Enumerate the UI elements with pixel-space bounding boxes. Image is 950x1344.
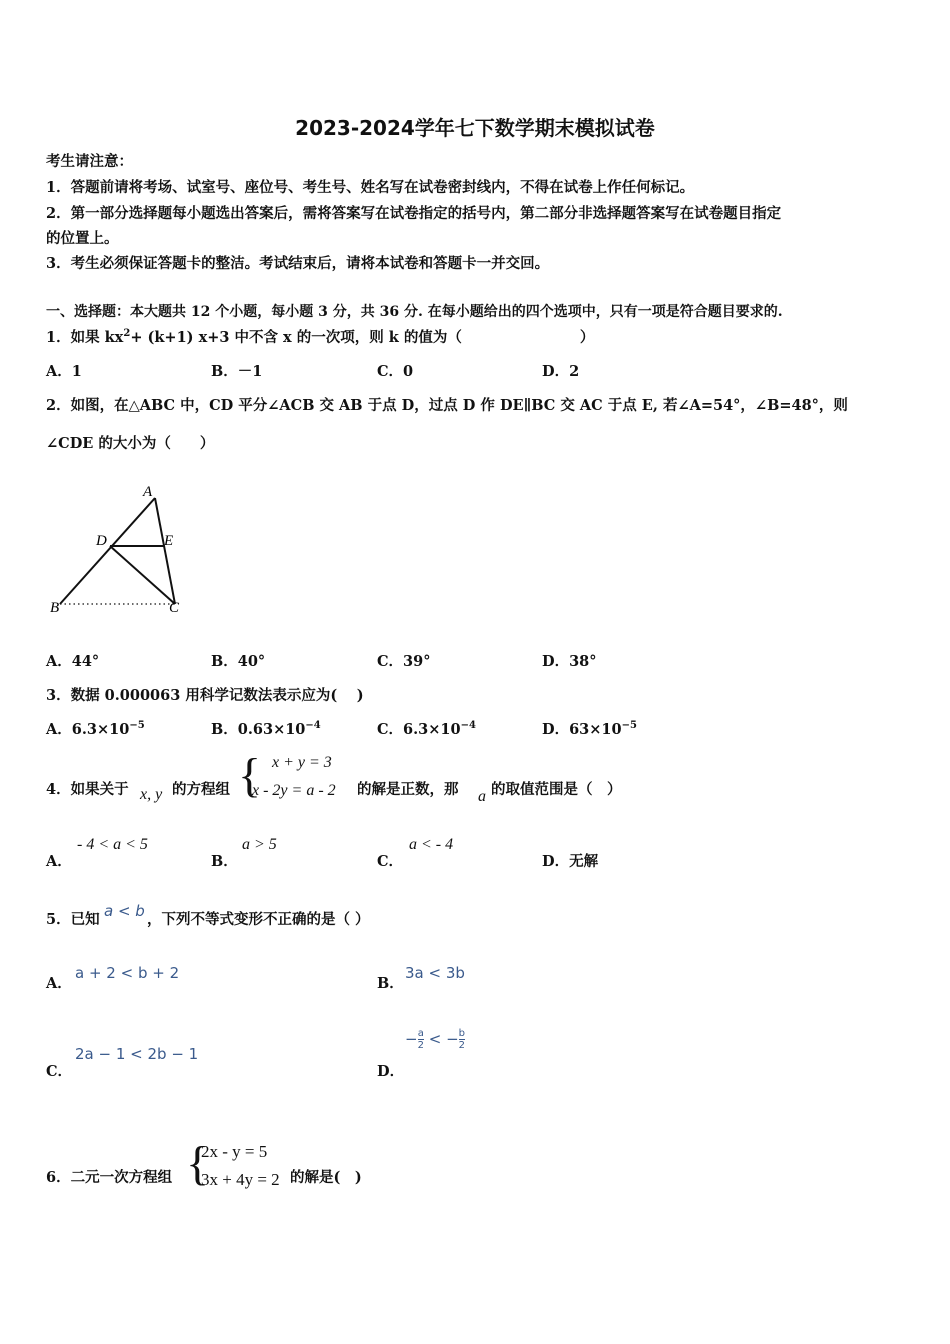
question-4-vars: x, y [140, 786, 163, 803]
q4-option-a-label[interactable]: A． [46, 853, 72, 870]
question-3-stem: 3．数据 0.000063 用科学记数法表示应为( ) [46, 687, 364, 704]
question-4-stem-a: 4．如果关于 [46, 781, 129, 798]
q5-option-b-label[interactable]: B． [377, 975, 404, 992]
q4-option-c-label[interactable]: C． [377, 853, 404, 870]
question-4-stem-b: 的方程组 [172, 781, 230, 798]
question-4-stem-d: 的取值范围是（ ） [491, 781, 622, 798]
q5-option-d-label[interactable]: D． [377, 1063, 405, 1080]
q4-option-b-label[interactable]: B． [211, 853, 238, 870]
question-5-condition: a < b [104, 902, 145, 920]
label-c: C [169, 600, 180, 616]
system-brace: { [238, 749, 262, 802]
question-1-stem: 1．如果 $kx^2+ (k+1)$ x+3 中不含 x 的一次项，则 k 的值为（ ） [46, 328, 595, 346]
q6-equation-1: 2x - y = 5 [201, 1142, 268, 1161]
notice-item-3: 3．考生必须保证答题卡的整洁。考试结束后，请将本试卷和答题卡一并交回。 [46, 255, 550, 272]
notice-heading: 考生请注意： [46, 153, 133, 170]
question-6-stem-b: 的解是( ) [290, 1169, 362, 1186]
question-6-stem-a: 6．二元一次方程组 [46, 1169, 173, 1186]
section-heading: 一、选择题：本大题共 12 个小题，每小题 3 分，共 36 分. 在每小题给出的四个选项中，只有一项是符合题目要求的. [46, 304, 783, 320]
notice-item-2: 2．第一部分选择题每小题选出答案后，需将答案写在试卷指定的括号内，第二部分非选择题答案写在试卷题目指定 [46, 205, 782, 222]
q4-option-c-math[interactable]: a < - 4 [409, 836, 454, 853]
q4-option-a-math[interactable]: - 4 < a < 5 [77, 836, 148, 853]
q1-option-a[interactable]: A．1 [46, 363, 82, 380]
q3-option-a[interactable]: A．$6.3\times 10^{-5}$ [46, 720, 145, 738]
question-5-stem-a: 5．已知 [46, 911, 100, 928]
q3-option-c[interactable]: C．$6.3\times 10^{-4}$ [377, 720, 476, 738]
q4-option-d-label[interactable]: D．无解 [542, 853, 599, 870]
q4-equation-1: x + y = 3 [272, 754, 332, 771]
q4-equation-2: x - 2y = a - 2 [252, 782, 336, 799]
q3-option-d[interactable]: D．$63\times 10^{-5}$ [542, 720, 637, 738]
question-2-stem-line2: ∠CDE 的大小为（ ） [46, 435, 215, 452]
q5-option-b-math[interactable]: 3a < 3b [405, 964, 465, 982]
question-2-stem-line1: 2．如图，在△ABC 中，CD 平分∠ACB 交 AB 于点 D，过点 D 作 DE∥BC 交 AC 于点 E, 若∠A=54°，∠B=48°，则 [46, 397, 848, 414]
q5-option-d-math[interactable]: − $\frac{a}{2}$ < − $\frac{b}{2}$ [405, 1028, 466, 1051]
q5-option-c-math[interactable]: 2a − 1 < 2b − 1 [75, 1045, 199, 1063]
q3-option-b[interactable]: B．$0.63\times 10^{-4}$ [211, 720, 321, 738]
q1-option-c[interactable]: C．0 [377, 363, 414, 380]
q5-option-a-label[interactable]: A． [46, 975, 72, 992]
notice-item-2-cont: 的位置上。 [46, 230, 119, 247]
page-title: 2023-2024学年七下数学期末模拟试卷 [295, 116, 655, 140]
label-b: B [50, 600, 60, 616]
question-5-stem-b: ，下列不等式变形不正确的是（ ） [147, 911, 370, 928]
q6-equation-2: 3x + 4y = 2 [201, 1170, 280, 1189]
q4-option-b-math[interactable]: a > 5 [242, 836, 277, 853]
label-d: D [96, 533, 107, 549]
q2-option-a[interactable]: A．44° [46, 653, 100, 670]
question-4-stem-c: 的解是正数，那 [357, 781, 459, 798]
question-4-var-a: a [478, 788, 486, 805]
label-a: A [143, 484, 153, 500]
q1-option-d[interactable]: D．2 [542, 363, 580, 380]
q1-option-b[interactable]: B．－1 [211, 363, 263, 380]
q5-option-a-math[interactable]: a + 2 < b + 2 [75, 964, 180, 982]
q2-option-b[interactable]: B．40° [211, 653, 266, 670]
q5-option-c-label[interactable]: C． [46, 1063, 73, 1080]
label-e: E [164, 533, 174, 549]
segment-ab [60, 498, 155, 604]
q2-option-c[interactable]: C．39° [377, 653, 431, 670]
q2-option-d[interactable]: D．38° [542, 653, 597, 670]
triangle-figure [40, 478, 210, 623]
notice-item-1: 1．答题前请将考场、试室号、座位号、考生号、姓名写在试卷密封线内，不得在试卷上作任何标记。 [46, 179, 695, 196]
system-brace-q6: { [186, 1137, 210, 1190]
